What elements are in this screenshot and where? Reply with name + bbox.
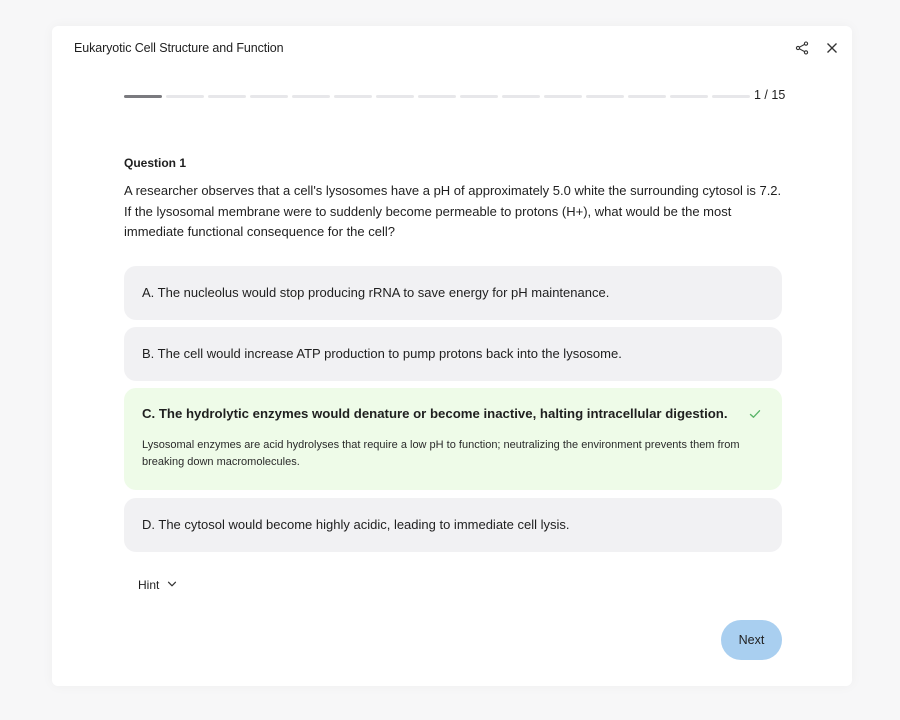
answer-option-a[interactable] (124, 266, 782, 320)
progress-segment (292, 95, 330, 98)
answer-explanation: Lysosomal enzymes are acid hydrolyses that require a low pH to function; neutralizing the environment prevents them from breaking down macromolecules. (142, 439, 740, 468)
chevron-down-icon (167, 578, 177, 592)
progress-segment (502, 95, 540, 98)
hint-label: Hint (138, 578, 160, 592)
checkmark-icon (748, 407, 762, 421)
progress-segment (208, 95, 246, 98)
header-actions (794, 40, 840, 56)
hint-toggle[interactable] (138, 578, 177, 592)
progress-segment (544, 95, 582, 98)
progress-segment (460, 95, 498, 98)
quiz-card (52, 26, 852, 686)
progress-bar (124, 94, 750, 98)
progress-segment (166, 95, 204, 98)
answer-option-c-correct[interactable] (124, 388, 782, 490)
progress-segment (376, 95, 414, 98)
answer-option-text: B. The cell would increase ATP production to pump protons back into the lysosome. (142, 346, 622, 361)
quiz-title: Eukaryotic Cell Structure and Function (74, 41, 284, 55)
progress-segment (334, 95, 372, 98)
answer-option-text: D. The cytosol would become highly acidic, leading to immediate cell lysis. (142, 517, 570, 532)
progress-segment (586, 95, 624, 98)
share-icon[interactable] (794, 40, 810, 56)
progress-segment (670, 95, 708, 98)
question-text: A researcher observes that a cell's lysosomes have a pH of approximately 5.0 white the surrounding cytosol is 7.2. If the lysosomal membrane were to suddenly become permeable to protons (H+), what would be the most immediate functional consequence for the cell? (124, 183, 782, 239)
question-counter: 1 / 15 (754, 88, 786, 102)
progress-segment (628, 95, 666, 98)
answer-option-text: C. The hydrolytic enzymes would denature or become inactive, halting intracellular digestion. (142, 406, 728, 421)
next-button[interactable]: Next (721, 620, 782, 660)
answer-option-text: A. The nucleolus would stop producing rRNA to save energy for pH maintenance. (142, 285, 610, 300)
progress-segment (250, 95, 288, 98)
close-icon[interactable] (824, 40, 840, 56)
answer-option-b[interactable] (124, 327, 782, 381)
progress-segment-current (124, 95, 162, 98)
question-label: Question 1 (124, 156, 187, 170)
answer-option-d[interactable] (124, 498, 782, 552)
progress-segment (712, 95, 750, 98)
progress-segment (418, 95, 456, 98)
